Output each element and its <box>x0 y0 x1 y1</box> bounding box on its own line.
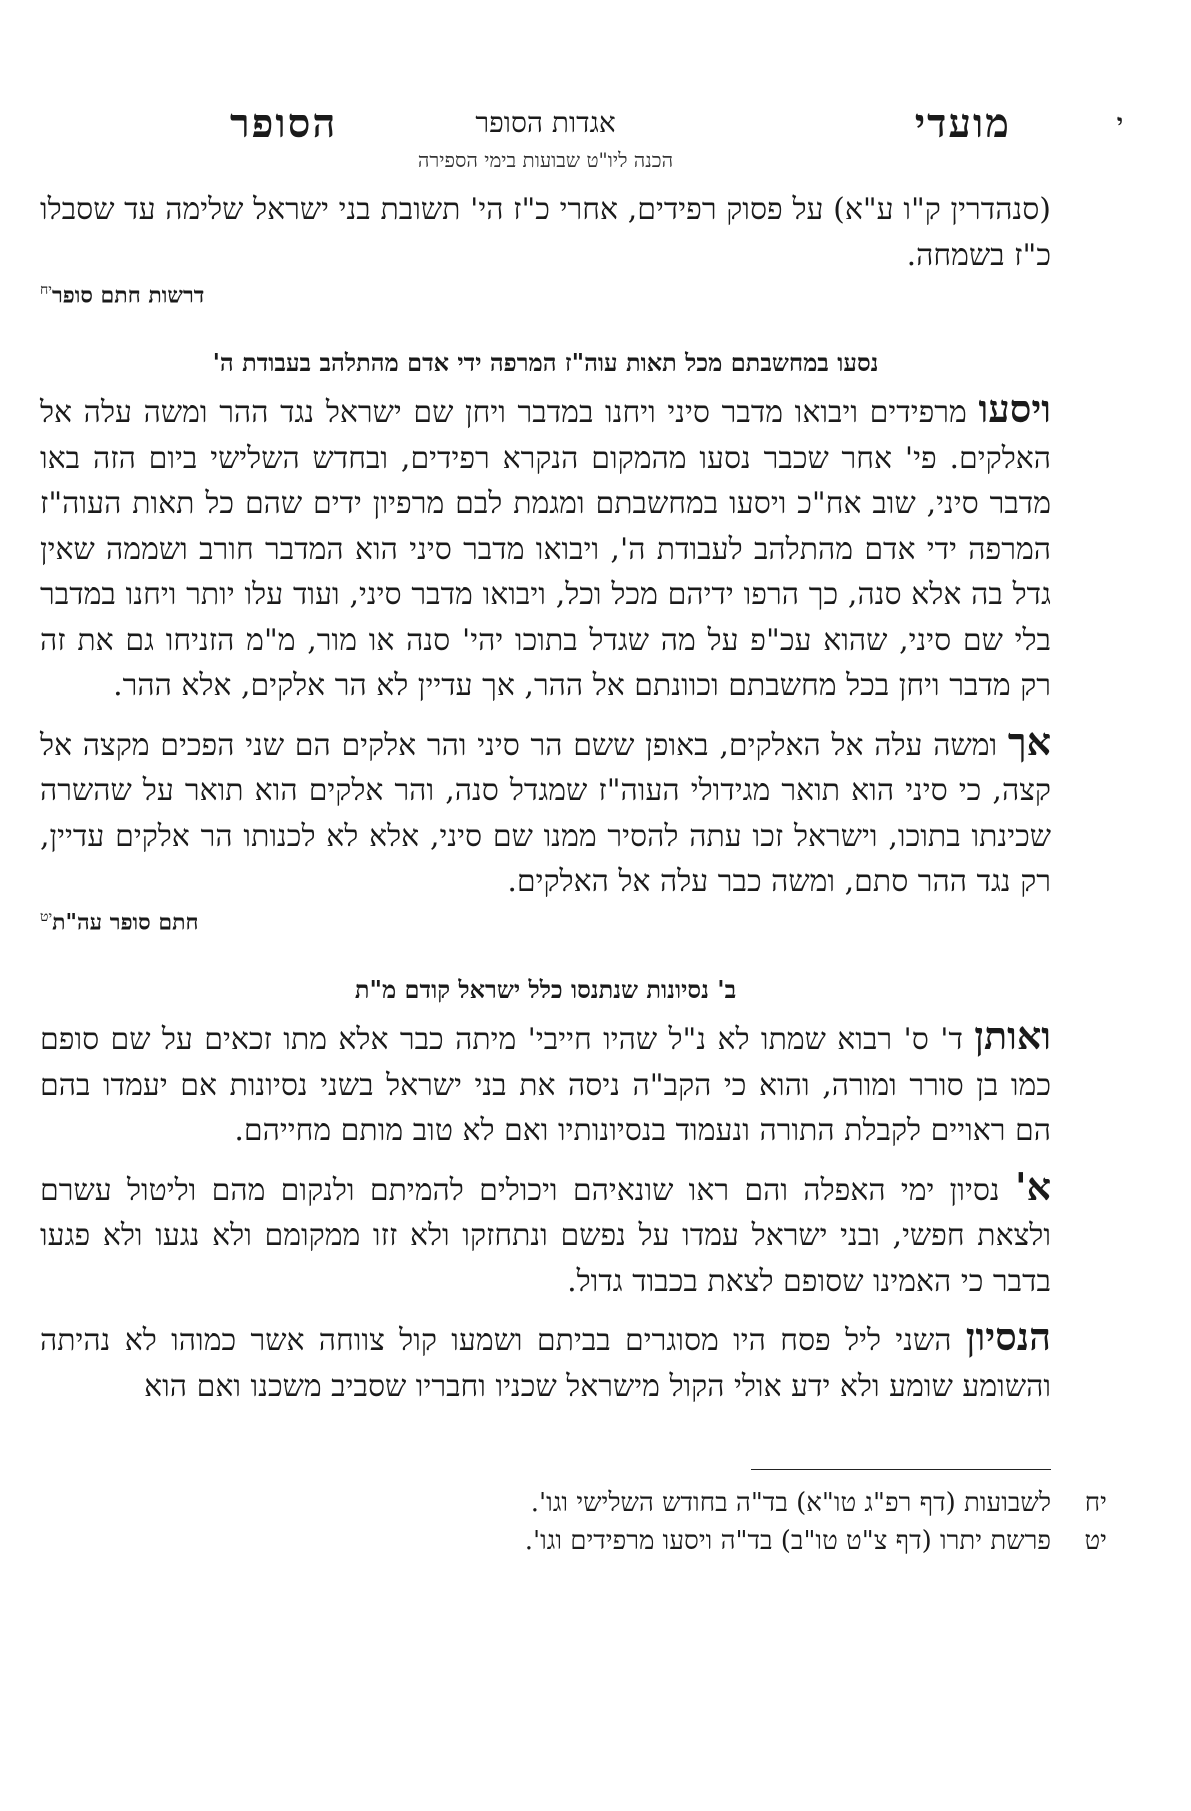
footnote-text: לשבועות (דף רפ"ג טו"א) בד"ה בחודש השלישי וגו'. <box>530 1488 1051 1519</box>
intro-signature <box>40 282 1051 308</box>
lead-word: אך <box>1007 718 1051 764</box>
section-signature <box>40 909 1051 935</box>
header-title-right: מועדי <box>914 100 1011 147</box>
paragraph-text: השני ליל פסח היו מסוגרים בביתם ושמעו קול צווחה אשר כמוהו לא נהיתה והשומע שומע ולא ידע אולי הקול מישראל שכניו וחבריו שסביב משכנו ואם הוא <box>40 1323 1051 1404</box>
paragraph-text: ומשה עלה אל האלקים, באופן ששם הר סיני והר אלקים הם שני הפכים מקצה אל קצה, כי סיני הוא תואר מגידולי העוה"ז שמגדל סנה, והר אלקים הוא תואר על שהשרה שכינתו בתוכו, וישראל זכו עתה להסיר ממנו שם סיני, אלא לא לכנותו הר אלקים עדיין, רק נגד ההר סתם, ומשה כבר עלה אל האלקים. <box>40 727 1051 900</box>
paragraph <box>40 1013 1051 1154</box>
footnote <box>40 1522 1107 1560</box>
footnote <box>40 1484 1107 1522</box>
lead-word: ואותן <box>974 1013 1051 1059</box>
lead-word: ויסעו <box>978 386 1051 432</box>
paragraph-text: מרפידים ויבואו מדבר סיני ויחנו במדבר ויחן שם ישראל נגד ההר ומשה עלה אל האלקים. פי' אחר שכבר נסעו מהמקום הנקרא רפידים, ובחדש השלישי ביום הזה באו מדבר סיני, שוב אח"כ ויסעו במחשבתם ומגמת לבם מרפיון ידים שהם כל תאות העוה"ז המרפה ידי אדם מהתלהב לעבודת ה', ויבואו מדבר סיני הוא המדבר חורב ושממה שאין גדל בה אלא סנה, כך הרפו ידיהם מכל וכל, ויבואו מדבר סיני, ועוד עלו יותר ויחנו במדבר בלי שם סיני, שהוא עכ"פ על מה שגדל בתוכו יהי' סנה או מור, מ"מ הזניחו גם את זה רק מדבר ויחן בכל מחשבתם וכוונתם אל ההר, אך עדיין לא הר אלקים, אלא ההר. <box>40 395 1051 704</box>
section-heading: ב' נסיונות שנתנסו כלל ישראל קודם מ"ת <box>354 975 737 1005</box>
paragraph <box>40 1314 1051 1409</box>
header-book-title: אגדות הסופר <box>475 106 616 139</box>
paragraph <box>40 1164 1051 1305</box>
paragraph <box>40 386 1051 709</box>
lead-word: הנסיון <box>965 1314 1051 1360</box>
paragraph-text: נסיון ימי האפלה והם ראו שונאיהם ויכולים להמיתם ולנקום מהם וליטול עשרם ולצאת חפשי, ובני ישראל עמדו על נפשם ונתחזקו ולא זזו ממקומם ולא נגעו ולא פגעו בדבר כי האמינו שסופם לצאת בכבוד גדול. <box>40 1172 1051 1299</box>
page-number: י <box>1116 108 1123 137</box>
footnote-ref: יח <box>40 282 52 298</box>
footnote-marker: יח <box>1084 1488 1107 1519</box>
footnote-ref: יט <box>40 908 53 925</box>
header-title-left: הסופר <box>230 100 338 147</box>
footnote-text: פרשת יתרו (דף צ"ט טו"ב) בד"ה ויסעו מרפידים וגו'. <box>524 1526 1051 1557</box>
signature-text: דרשות חתם סופר <box>51 282 205 309</box>
running-header <box>40 100 1123 147</box>
paragraph-text: ד' ס' רבוא שמתו לא נ"ל שהיו חייבי' מיתה כבר אלא מתו זכאים על שם סופם כמו בן סורר ומורה, והוא כי הקב"ה ניסה את בני ישראל בשני נסיונות אם יעמדו בהם הם ראויים לקבלת התורה ונעמוד בנסיונותיו ואם לא טוב מותם מחייהם. <box>40 1022 1051 1149</box>
footnote-divider <box>751 1469 1051 1470</box>
intro-paragraph: (סנהדרין ק"ו ע"א) על פסוק רפידים, אחרי כ"ז הי' תשובת בני ישראל שלימה עד שסבלו כ"ז בשמחה. <box>40 192 1051 273</box>
lead-word: א' <box>1014 1163 1051 1209</box>
header-subtitle: הכנה ליו"ט שבועות בימי הספירה <box>417 148 674 172</box>
section-heading: נסעו במחשבתם מכל תאות עוה"ז המרפה ידי אדם מהתלהב בעבודת ה' <box>212 348 879 378</box>
paragraph <box>40 719 1051 905</box>
signature-text: חתם סופר עה"ת <box>52 909 199 936</box>
footnote-marker: יט <box>1084 1526 1107 1557</box>
